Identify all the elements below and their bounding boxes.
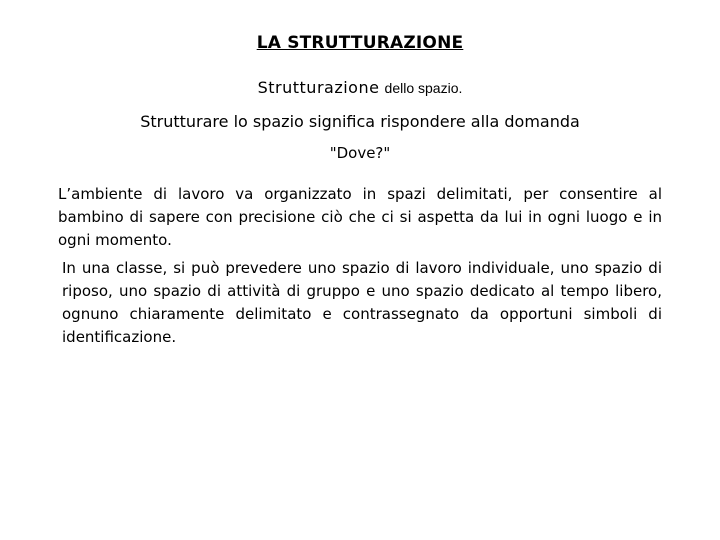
subtitle-main: Strutturazione	[257, 78, 380, 97]
question-text: "Dove?"	[329, 144, 391, 162]
subtitle-rest: dello spazio.	[384, 80, 463, 96]
paragraph-environment: L’ambiente di lavoro va organizzato in spazi delimitati, per consentire al bambino di sapere con precisione ciò che ci si aspetta da lui in ogni luogo e in ogni momento.	[58, 185, 662, 249]
subtitle	[0, 78, 720, 97]
paragraph-classroom: In una classe, si può prevedere uno spazio di lavoro individuale, uno spazio di riposo, uno spazio di attività di gruppo e uno spazio dedicato al tempo libero, ognuno chiaramente delimitato e contrassegnato da opportuni simboli di identificazione.	[62, 259, 662, 346]
page-title: LA STRUTTURAZIONE	[256, 33, 464, 53]
intro-sentence: Strutturare lo spazio significa rispondere alla domanda	[140, 112, 580, 131]
